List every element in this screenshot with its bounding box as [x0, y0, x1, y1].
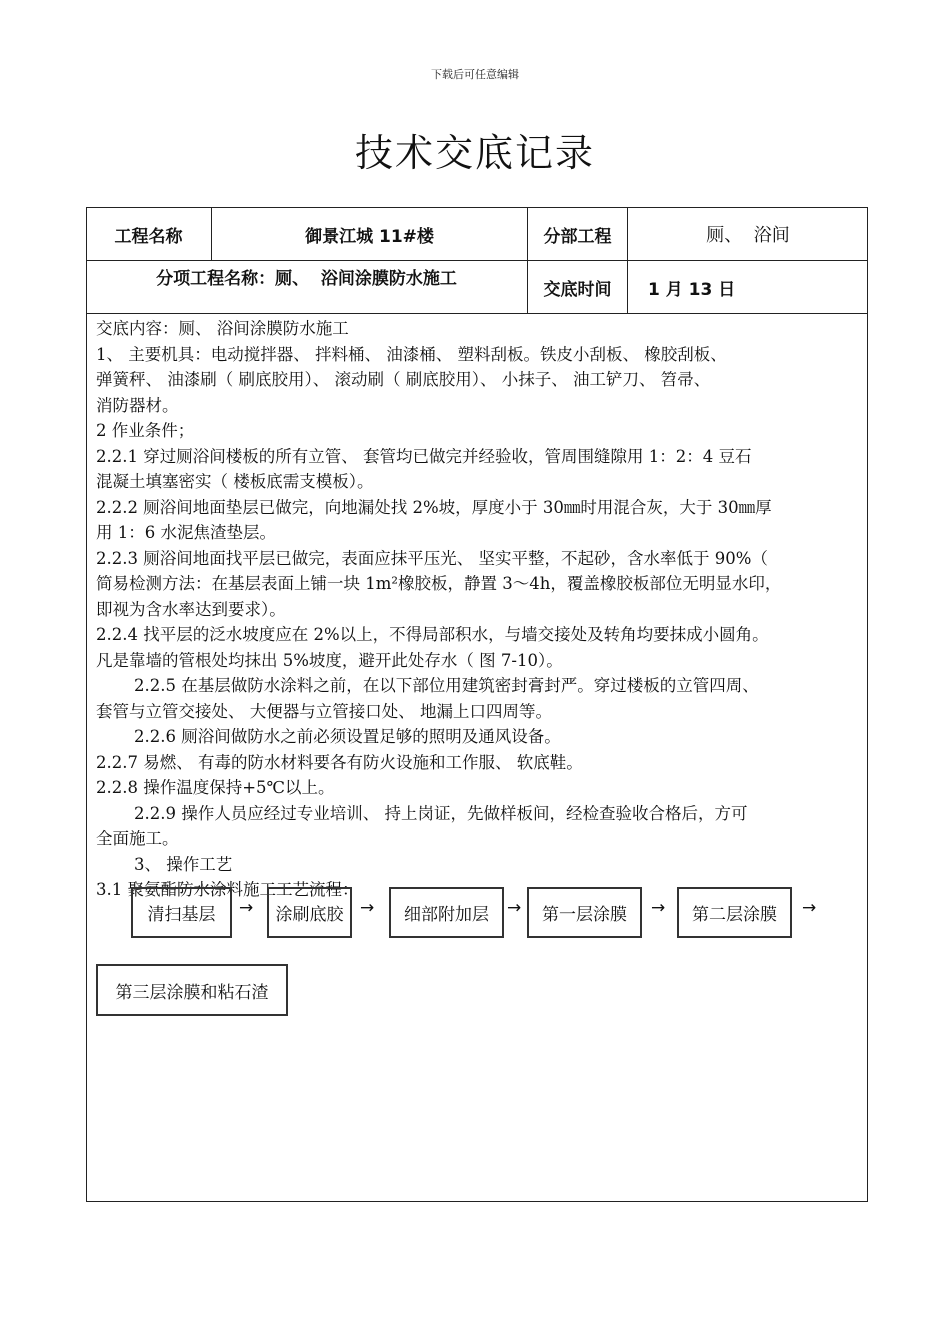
document-title: 技术交底记录	[354, 131, 595, 175]
content-line: 2.2.1 穿过厕浴间楼板的所有立管、 套管均已做完并经验收，管周围缝隙用 1：2：4 豆石	[96, 446, 752, 466]
content-line: 1、 主要机具：电动搅拌器、 拌料桶、 油漆桶、 塑料刮板。铁皮小刮板、 橡胶刮板、	[96, 344, 727, 364]
content-line: 2.2.3 厕浴间地面找平层已做完，表面应抹平压光、 坚实平整，不起砂，含水率低于 90%（	[96, 548, 768, 568]
flow-arrow: →	[802, 898, 817, 918]
date-label: 交底时间	[543, 279, 612, 300]
content-body	[96, 316, 864, 903]
content-line: 2 作业条件；	[96, 421, 195, 440]
flow-step-1: 清扫基层	[131, 887, 232, 938]
content-line: 2.2.8 操作温度保持+5℃以上。	[96, 778, 335, 797]
content-line: 交底内容：厕、 浴间涂膜防水施工	[96, 319, 349, 338]
content-line: 2.2.9 操作人员应经过专业培训、 持上岗证，先做样板间，经检查验收合格后，方可	[134, 803, 748, 823]
page-header: 下载后可任意编辑	[431, 68, 519, 81]
content-line: 2.2.5 在基层做防水涂料之前，在以下部位用建筑密封膏封严。穿过楼板的立管四周、	[134, 676, 759, 695]
flow-arrow: →	[651, 898, 666, 918]
content-line: 2.2.6 厕浴间做防水之前必须设置足够的照明及通风设备。	[134, 727, 561, 746]
content-line: 混凝土填塞密实（ 楼板底需支模板）。	[96, 472, 374, 491]
row-divider-2	[86, 313, 868, 314]
flow-arrow: →	[239, 898, 254, 918]
content-line: 2.2.2 厕浴间地面垫层已做完，向地漏处找 2%坡，厚度小于 30㎜时用混合灰，大于 30㎜厚	[96, 497, 772, 517]
content-line: 2.2.4 找平层的泛水坡度应在 2%以上，不得局部积水，与墙交接处及转角均要抹成小圆角。	[96, 625, 769, 644]
flow-step-6: 第三层涂膜和粘石渣	[96, 964, 288, 1016]
subitem-name: 分项工程名称：厕、 浴间涂膜防水施工	[156, 268, 457, 289]
division-label: 分部工程	[543, 226, 612, 247]
content-line: 简易检测方法：在基层表面上铺一块 1m²橡胶板，静置 3～4h，覆盖橡胶板部位无明显水印，	[96, 574, 782, 593]
project-name-label: 工程名称	[114, 226, 183, 247]
flow-arrow: →	[507, 898, 522, 918]
content-line: 套管与立管交接处、 大便器与立管接口处、 地漏上口四周等。	[96, 701, 552, 721]
project-name-value: 御景江城 11#楼	[305, 226, 434, 247]
flow-step-4: 第一层涂膜	[527, 887, 642, 938]
date-value: 1 月 13 日	[648, 279, 736, 300]
content-line: 3、 操作工艺	[134, 854, 233, 874]
flow-step-5: 第二层涂膜	[677, 887, 792, 938]
flow-step-2: 涂刷底胶	[267, 887, 352, 938]
content-line: 消防器材。	[96, 395, 179, 415]
content-line: 弹簧秤、 油漆刷（ 刷底胶用）、 滚动刷（ 刷底胶用）、 小抹子、 油工铲刀、 笤帚、	[96, 370, 711, 389]
content-line: 全面施工。	[96, 829, 179, 848]
content-line: 用 1：6 水泥焦渣垫层。	[96, 523, 276, 542]
flow-step-3: 细部附加层	[389, 887, 504, 938]
content-line: 3.1 聚氨酯防水涂料施工工艺流程：	[96, 880, 359, 899]
content-line: 2.2.7 易燃、 有毒的防水材料要各有防火设施和工作服、 软底鞋。	[96, 752, 583, 772]
division-value: 厕、 浴间	[706, 225, 790, 246]
content-line: 凡是靠墙的管根处均抹出 5%坡度，避开此处存水（ 图 7-10）。	[96, 650, 563, 670]
flow-arrow: →	[360, 898, 375, 918]
content-line: 即视为含水率达到要求）。	[96, 599, 286, 619]
